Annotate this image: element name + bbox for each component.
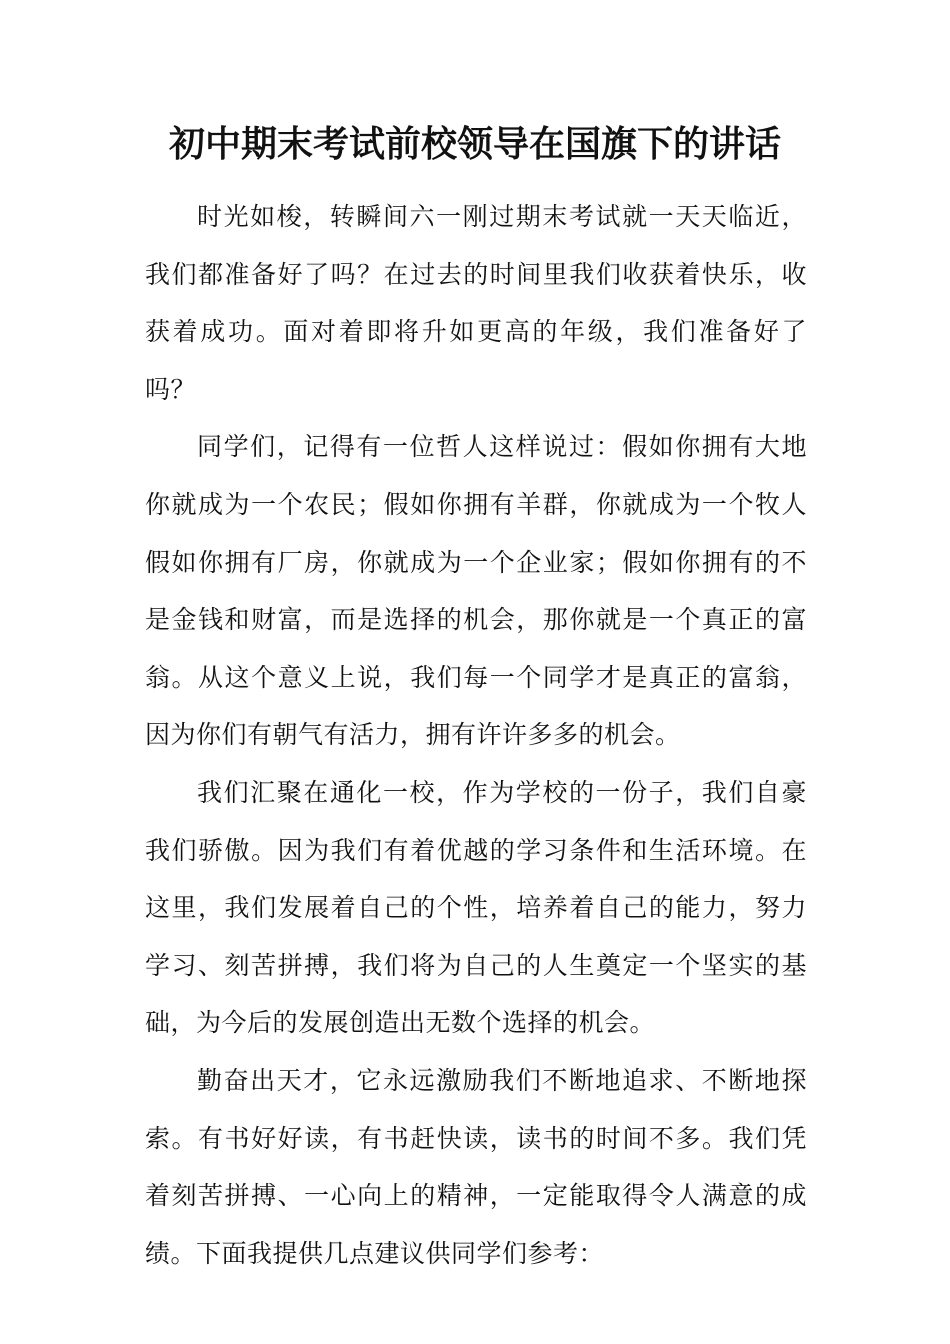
- document-title: 初中期末考试前校领导在国旗下的讲话: [168, 123, 781, 165]
- paragraph-3: 我们汇聚在通化一校，作为学校的一份子，我们自豪我们骄傲。因为我们有着优越的学习条件和生活环境。在这里，我们发展着自己的个性，培养着自己的能力，努力学习、刻苦拼搏，我们将为自己的人生奠定一个坚实的基础，为今后的发展创造出无数个选择的机会。: [145, 777, 807, 1038]
- paragraph-4: 勤奋出天才，它永远激励我们不断地追求、不断地探索。有书好好读，有书赶快读，读书的时间不多。我们凭着刻苦拼搏、一心向上的精神，一定能取得令人满意的成绩。下面我提供几点建议供同学们参考：: [145, 1065, 807, 1268]
- paragraph-2: 同学们，记得有一位哲人这样说过：假如你拥有大地你就成为一个农民；假如你拥有羊群，你就成为一个牧人假如你拥有厂房，你就成为一个企业家；假如你拥有的不是金钱和财富，而是选择的机会，那你就是一个真正的富翁。从这个意义上说，我们每一个同学才是真正的富翁，因为你们有朝气有活力，拥有许许多多的机会。: [145, 432, 807, 750]
- document-body: [145, 188, 807, 1282]
- paragraph-1: 时光如梭，转瞬间六一刚过期末考试就一天天临近，我们都准备好了吗？在过去的时间里我们收获着快乐，收获着成功。面对着即将升如更高的年级，我们准备好了吗？: [145, 202, 807, 404]
